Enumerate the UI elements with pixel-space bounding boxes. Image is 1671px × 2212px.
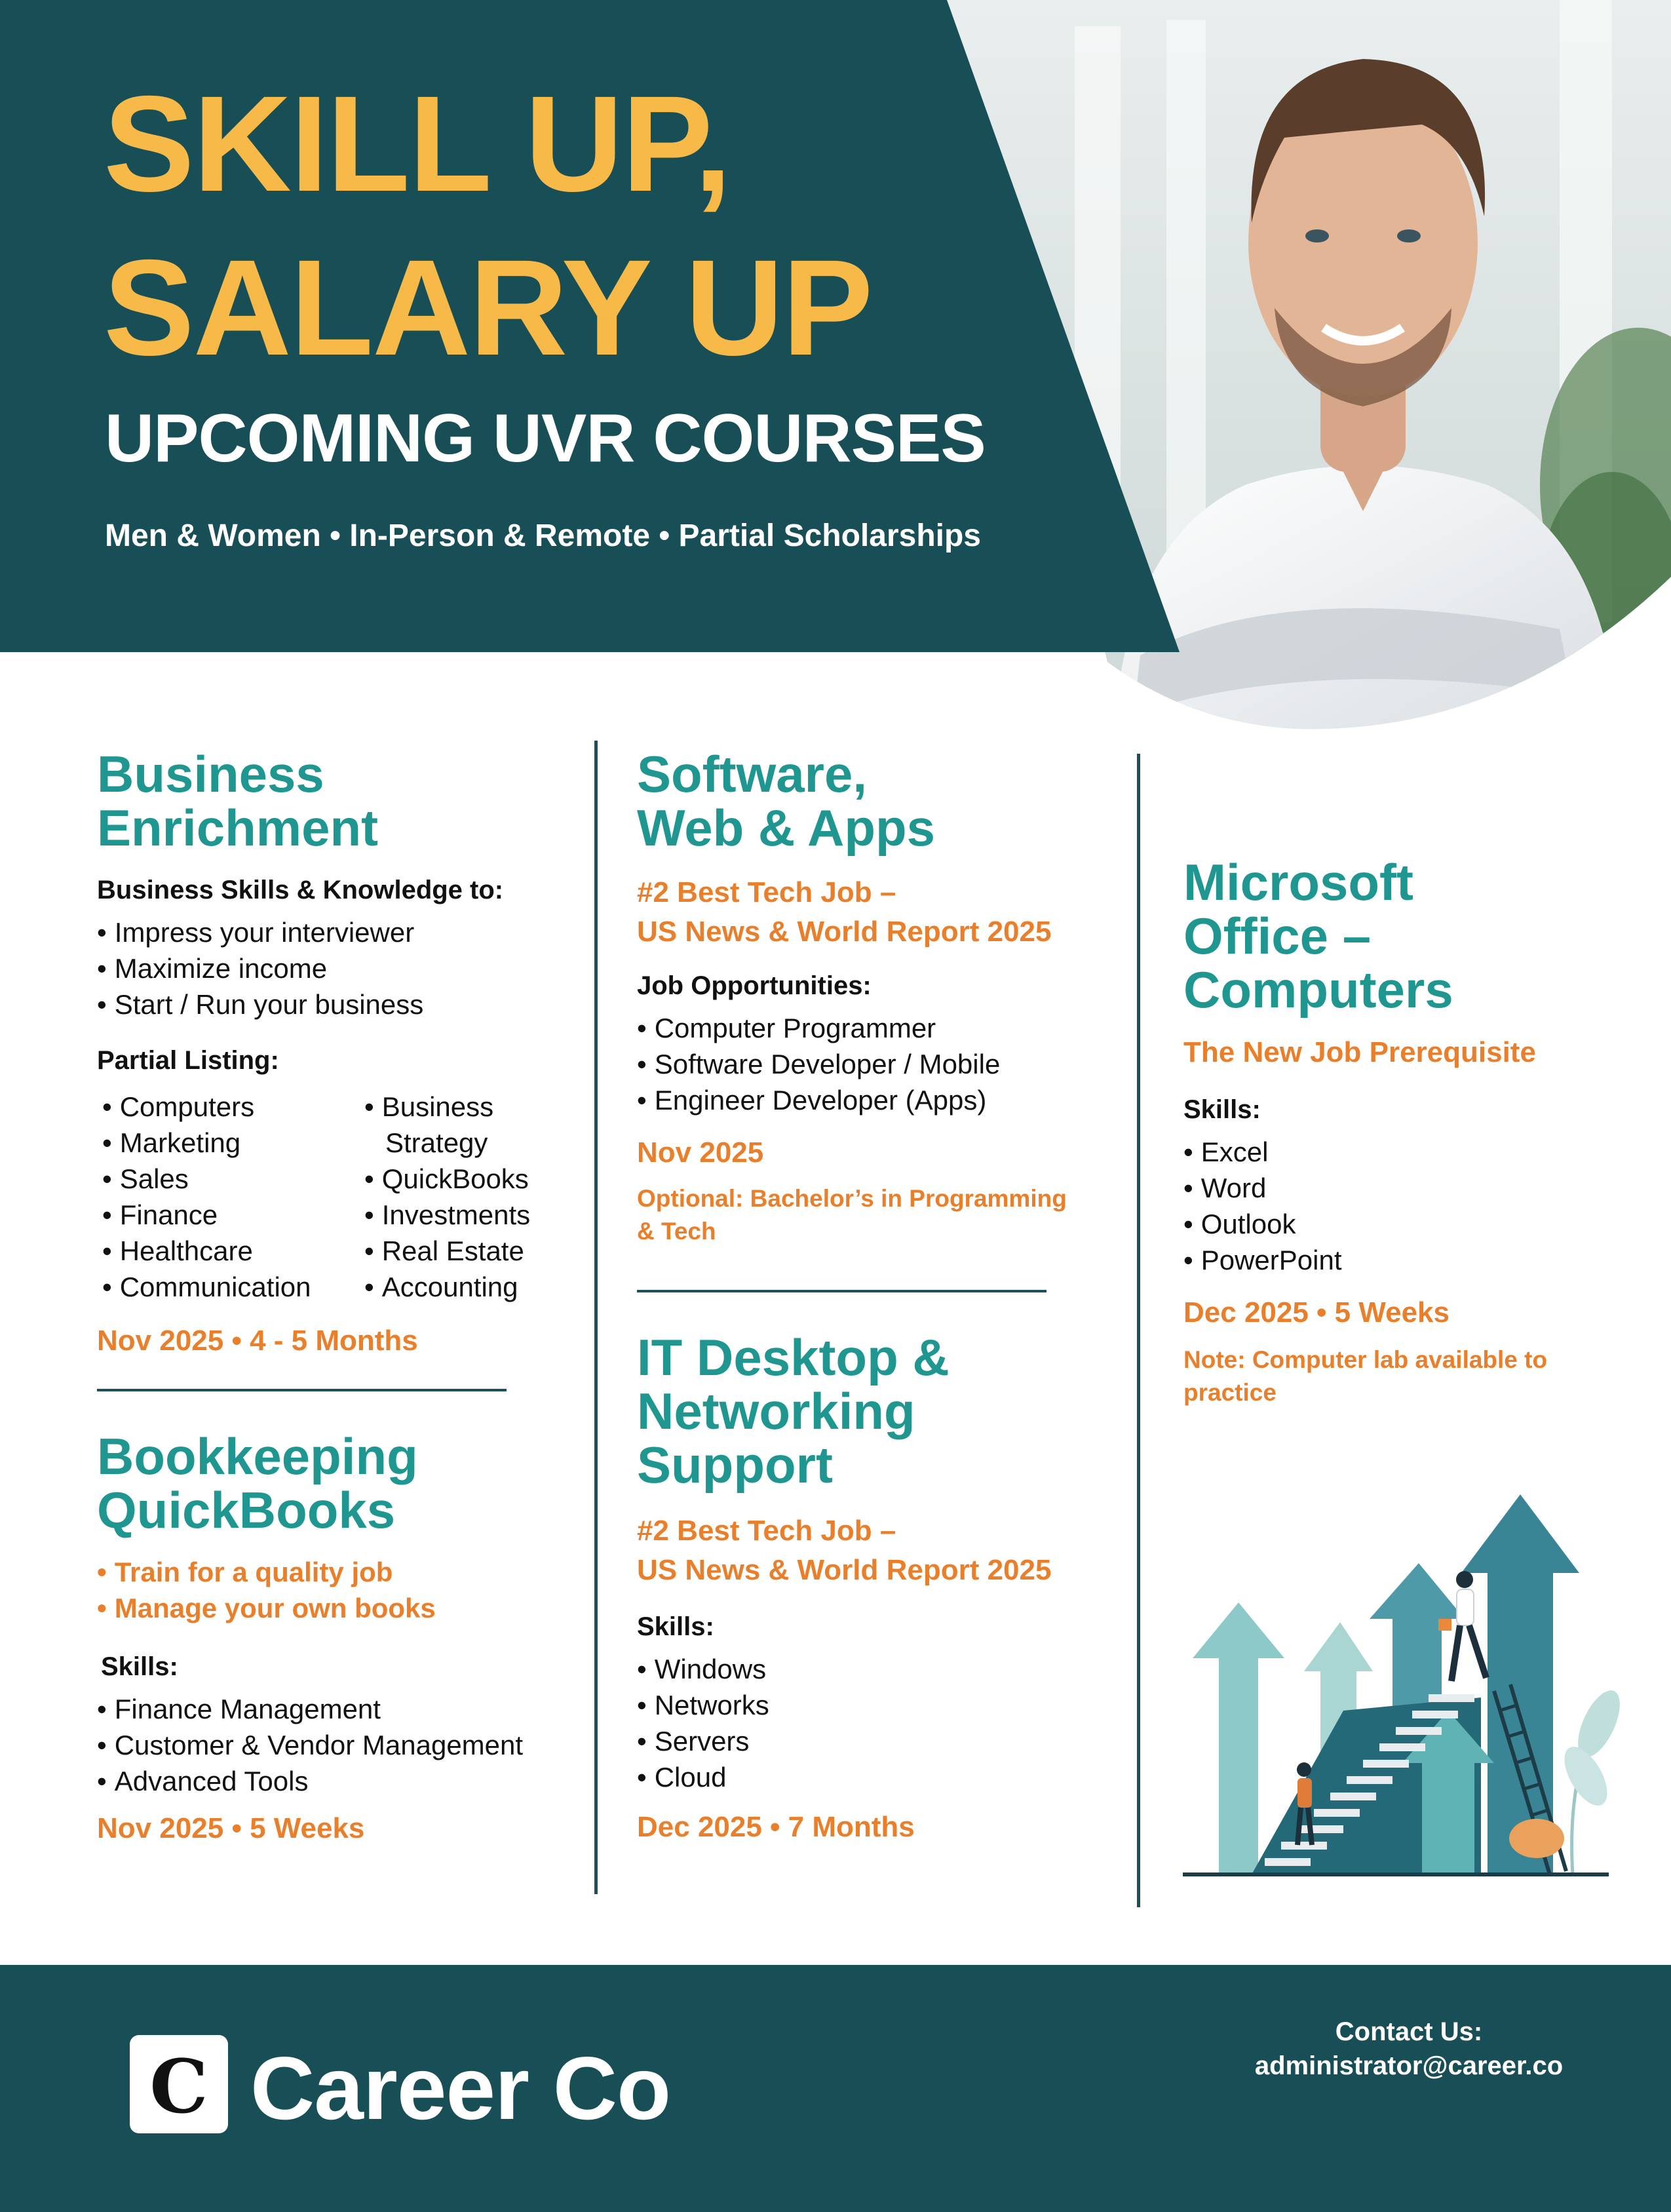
bookkeeping-skills-list	[97, 1691, 582, 1799]
office-section	[1183, 855, 1603, 1409]
bookkeeping-title-line-2: QuickBooks	[97, 1481, 396, 1539]
list-item: • Outlook	[1183, 1206, 1603, 1242]
list-item: • QuickBooks	[364, 1161, 581, 1197]
software-note	[637, 1182, 1135, 1248]
it-skills-label: Skills:	[637, 1612, 714, 1641]
list-item: • Computers	[102, 1089, 364, 1125]
list-item: • Sales	[102, 1161, 364, 1197]
list-item-text-continued: Strategy	[385, 1127, 488, 1158]
business-enrichment-section	[97, 747, 582, 1357]
list-item-text: Business	[381, 1091, 494, 1122]
footer	[0, 1965, 1671, 2212]
bookkeeping-skills-label: Skills:	[101, 1652, 178, 1681]
partial-listing-right	[364, 1089, 581, 1305]
list-item: • PowerPoint	[1183, 1242, 1603, 1278]
bookkeeping-section	[97, 1429, 582, 1845]
headline-line-1: SKILL UP,	[104, 68, 731, 220]
list-item: • Finance Management	[97, 1691, 582, 1727]
brand-name: Career Co	[250, 2038, 671, 2138]
column-divider-right	[1137, 754, 1140, 1907]
it-schedule: Dec 2025 • 7 Months	[637, 1811, 915, 1843]
office-title-line-1: Microsoft	[1183, 853, 1413, 911]
headline	[104, 62, 872, 390]
office-title-line-3: Computers	[1183, 961, 1453, 1019]
list-item: • Manage your own books	[97, 1590, 582, 1626]
software-note-line-1: Optional: Bachelor’s in Programming	[637, 1185, 1067, 1212]
business-goals-list	[97, 914, 582, 1022]
software-rank-line-1: #2 Best Tech Job –	[637, 876, 896, 908]
it-rank-line-2: US News & World Report 2025	[637, 1554, 1052, 1586]
list-item: • Cloud	[637, 1759, 1135, 1795]
business-title-line-2: Enrichment	[97, 799, 379, 857]
office-subtitle: The New Job Prerequisite	[1183, 1036, 1536, 1068]
partial-listing-label: Partial Listing:	[97, 1046, 279, 1075]
software-schedule: Nov 2025	[637, 1136, 764, 1169]
career-growth-arrows-illustration	[1173, 1488, 1625, 1881]
list-item: • Maximize income	[97, 950, 582, 986]
column-divider-left	[594, 741, 598, 1894]
it-rank	[637, 1511, 1135, 1590]
tagline: Men & Women • In-Person & Remote • Partial Scholarships	[105, 518, 981, 553]
office-schedule: Dec 2025 • 5 Weeks	[1183, 1296, 1450, 1329]
section-divider	[97, 1389, 507, 1391]
list-item: • Computer Programmer	[637, 1010, 1135, 1046]
software-jobs-label: Job Opportunities:	[637, 971, 872, 1000]
partial-listing-left	[102, 1089, 364, 1305]
bookkeeping-title-line-1: Bookkeeping	[97, 1427, 418, 1485]
list-item: • Advanced Tools	[97, 1763, 582, 1799]
list-item: • Word	[1183, 1170, 1603, 1206]
list-item: • Communication	[102, 1269, 364, 1305]
bookkeeping-schedule: Nov 2025 • 5 Weeks	[97, 1812, 365, 1844]
contact-email-link[interactable]: administrator@career.co	[1254, 2051, 1564, 2080]
office-note-line-1: Note: Computer lab available to	[1183, 1346, 1548, 1373]
it-title-line-1: IT Desktop &	[637, 1329, 950, 1386]
office-note	[1183, 1344, 1603, 1409]
hero-banner	[0, 0, 1671, 731]
list-item: • Train for a quality job	[97, 1554, 582, 1590]
list-item: • Software Developer / Mobile	[637, 1046, 1135, 1082]
list-item: • Start / Run your business	[97, 986, 582, 1022]
list-item: • Marketing	[102, 1125, 364, 1161]
list-item: • Healthcare	[102, 1233, 364, 1269]
bookkeeping-highlights	[97, 1554, 582, 1626]
list-item: • Servers	[637, 1723, 1135, 1759]
contact-info	[1219, 2015, 1599, 2083]
bookkeeping-title	[97, 1429, 582, 1537]
software-note-line-2: & Tech	[637, 1218, 716, 1245]
logo-letter: C	[149, 2044, 208, 2130]
office-title	[1183, 855, 1603, 1017]
section-divider	[637, 1290, 1047, 1292]
list-item: • Windows	[637, 1651, 1135, 1687]
column-middle	[637, 747, 1135, 1844]
software-title	[637, 747, 1135, 855]
list-item: • Excel	[1183, 1134, 1603, 1170]
partial-listing	[102, 1089, 582, 1305]
it-title-line-3: Support	[637, 1436, 833, 1494]
software-section	[637, 747, 1135, 1248]
it-rank-line-1: #2 Best Tech Job –	[637, 1515, 896, 1547]
list-item: • Impress your interviewer	[97, 914, 582, 950]
business-title-line-1: Business	[97, 745, 324, 803]
subheadline: UPCOMING UVR COURSES	[105, 400, 986, 476]
column-right	[1183, 855, 1603, 1409]
list-item: • Customer & Vendor Management	[97, 1727, 582, 1763]
software-title-line-1: Software,	[637, 745, 868, 803]
office-title-line-2: Office –	[1183, 907, 1372, 965]
office-note-line-2: practice	[1183, 1379, 1277, 1406]
office-skills-list	[1183, 1134, 1603, 1278]
it-title-line-2: Networking	[637, 1382, 915, 1440]
list-item	[364, 1089, 581, 1161]
list-item: • Accounting	[364, 1269, 581, 1305]
business-schedule: Nov 2025 • 4 - 5 Months	[97, 1325, 418, 1357]
column-left	[97, 747, 582, 1845]
list-item: • Engineer Developer (Apps)	[637, 1082, 1135, 1118]
software-rank	[637, 873, 1135, 952]
it-section	[637, 1330, 1135, 1844]
career-co-logo	[130, 2035, 228, 2133]
software-title-line-2: Web & Apps	[637, 799, 936, 857]
office-skills-label: Skills:	[1183, 1095, 1261, 1124]
list-item: • Networks	[637, 1687, 1135, 1723]
list-item: • Investments	[364, 1197, 581, 1233]
business-title	[97, 747, 582, 855]
list-item: • Finance	[102, 1197, 364, 1233]
contact-label: Contact Us:	[1335, 2017, 1483, 2046]
software-jobs-list	[637, 1010, 1135, 1118]
software-rank-line-2: US News & World Report 2025	[637, 916, 1052, 948]
list-item: • Real Estate	[364, 1233, 581, 1269]
it-title	[637, 1330, 1135, 1492]
headline-line-2: SALARY UP	[104, 232, 872, 384]
business-intro: Business Skills & Knowledge to:	[97, 876, 504, 904]
it-skills-list	[637, 1651, 1135, 1795]
